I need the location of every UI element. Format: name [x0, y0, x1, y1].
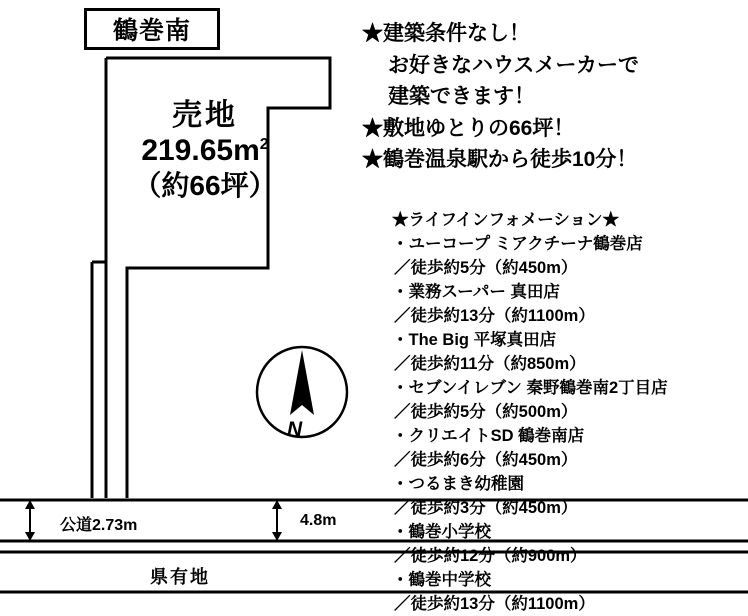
list-item: ・つるまき幼稚園	[392, 475, 524, 493]
list-item-detail: ／徒歩約11分（約850m）	[394, 355, 586, 373]
headline-block	[362, 18, 748, 176]
headline-line-3: 建築できます！	[388, 85, 535, 108]
plot-area-unit: m	[233, 134, 260, 168]
plot-type-text: 売地	[172, 99, 238, 132]
headline-line-2: お好きなハウスメーカーで	[388, 53, 639, 77]
list-item: ・業務スーパー 真田店	[392, 283, 560, 301]
plot-area-exponent: 2	[259, 136, 269, 154]
plot-tsubo-text: （約66坪）	[133, 169, 277, 201]
list-item-detail: ／徒歩約3分（約450m）	[394, 499, 578, 517]
list-item: ・クリエイトSD 鶴巻南店	[392, 427, 585, 445]
list-item-detail: ／徒歩約12分（約900m）	[394, 547, 587, 565]
headline-line-4: ★敷地ゆとりの66坪！	[362, 116, 575, 140]
list-item-detail: ／徒歩約13分（約1100m）	[394, 307, 595, 325]
life-information-heading: ★ライフインフォメーション★	[392, 211, 620, 229]
list-item-detail: ／徒歩約13分（約1100m）	[394, 595, 595, 613]
list-item-detail: ／徒歩約6分（約450m）	[394, 451, 578, 469]
list-item: ・セブンイレブン 秦野鶴巻南2丁目店	[392, 379, 668, 397]
list-item: ・The Big 平塚真田店	[392, 331, 557, 349]
life-information-block	[392, 208, 748, 616]
list-item-detail: ／徒歩約5分（約500m）	[394, 403, 578, 421]
headline-line-1: ★建築条件なし！	[362, 22, 530, 45]
list-item: ・ユーコープ ミアクチーナ鶴巻店	[392, 235, 643, 253]
page-title	[84, 8, 220, 50]
headline-line-5: ★鶴巻温泉駅から徒歩10分！	[362, 148, 638, 171]
plot-area-label	[95, 98, 315, 202]
list-item: ・鶴巻小学校	[392, 523, 491, 541]
frontage-width-label: 4.8m	[300, 512, 337, 529]
compass-north-label: N	[287, 418, 303, 441]
title-text: 鶴巻南	[112, 17, 191, 45]
plot-area-value: 219.65	[141, 134, 234, 168]
road-width-label: 公道2.73m	[60, 517, 138, 534]
plot-area-text	[95, 133, 315, 168]
list-item-detail: ／徒歩約5分（約450m）	[394, 259, 578, 277]
list-item: ・鶴巻中学校	[392, 571, 491, 589]
south-land-label: 県有地	[150, 567, 210, 587]
